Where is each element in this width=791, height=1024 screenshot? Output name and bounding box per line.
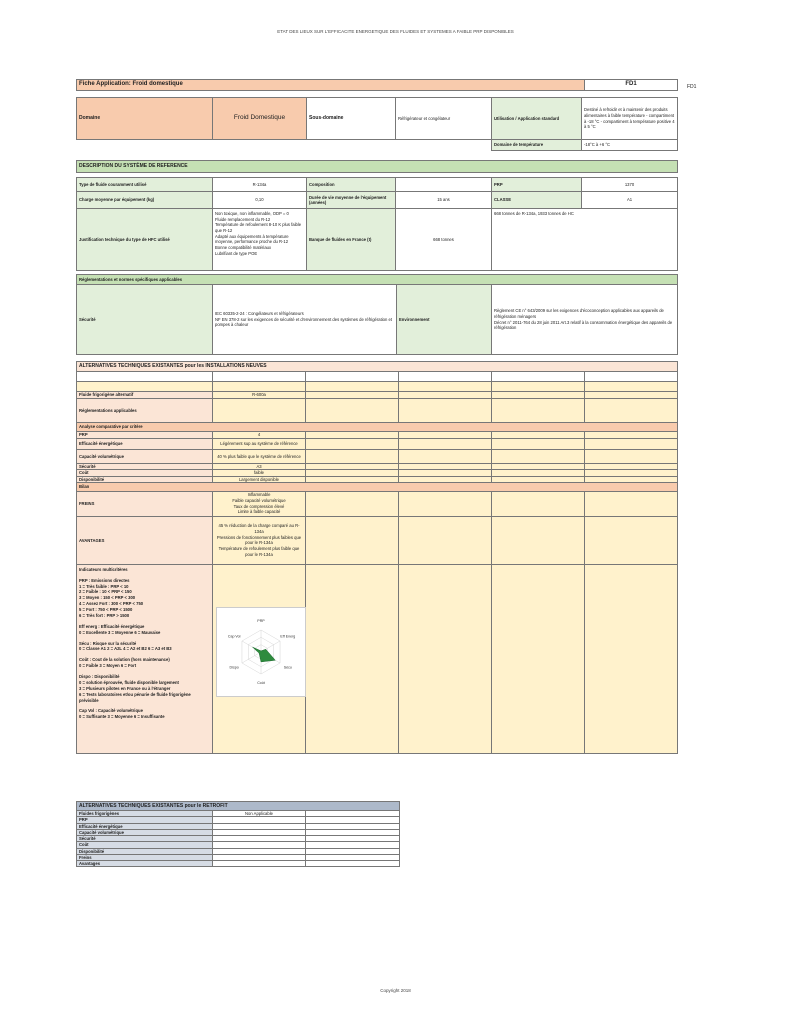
alt-sec-label: Sécurité — [77, 464, 213, 470]
justif-line: Fluide remplacement du R-12 — [215, 216, 271, 222]
domain-value: Froid Domestique — [213, 98, 307, 140]
composition-label: Composition — [307, 178, 396, 192]
alt-cout-value: faible — [213, 470, 306, 476]
alternatives-section-title: ALTERNATIVES TECHNIQUES EXISTANTES pour les INSTALLATIONS NEUVES — [77, 362, 678, 372]
justif-line: Adapté aux équipements à température moyenne, performance proche du R-12 — [215, 233, 289, 245]
subdomain-label: Sous-domaine — [307, 98, 396, 140]
usage-label: Utilisation / Application standard — [492, 98, 582, 140]
freins-label: FREINS — [77, 491, 213, 516]
retrofit-row-label: Coût — [77, 842, 213, 848]
retrofit-row-value: Non Applicable — [213, 811, 306, 817]
indicators-title: Indicateurs multicritères — [79, 566, 128, 572]
frein-line: Faible capacité volumétrique — [232, 498, 286, 504]
alternatives-table — [76, 361, 678, 754]
analysis-label: Analyse comparative par critère — [77, 423, 678, 432]
indicator-line: 0 = Suffisante 3 = Moyenne 6 = Insuffisante — [79, 714, 165, 720]
life-label: Durée de vie moyenne de l'équipement (années) — [307, 192, 396, 209]
page-footer: Copyright 2018 — [380, 988, 411, 993]
indicator-line: 1 = Très faible : PRP < 10 — [79, 583, 129, 589]
indicator-line: Eff energ : Efficacité énergétique — [79, 623, 145, 629]
justification-label: Justification technique du type de HFC utilisé — [77, 209, 213, 271]
side-code: FD1 — [687, 84, 697, 90]
temp-label: Domaine de température — [492, 140, 582, 151]
frein-line: Inflammable — [247, 492, 271, 498]
retrofit-row-label: Disponibilité — [77, 848, 213, 854]
indicator-line: 2 = Faible : 10 < PRP < 150 — [79, 589, 132, 595]
justif-line: Bonne compatibilité matériaux — [215, 245, 272, 251]
retrofit-row-label: Avantages — [77, 861, 213, 867]
frein-line: Limite à faible capacité — [237, 509, 281, 515]
indicator-line: 4 = Assez Fort : 300 < PRP < 750 — [79, 601, 144, 607]
env-value — [492, 285, 678, 355]
retrofit-row-value — [213, 861, 306, 867]
indicator-line: Coût : Cout de la solution (hors maintenance) — [79, 657, 170, 663]
classe-value: A1 — [582, 192, 678, 209]
reference-section-title: DESCRIPTION DU SYSTÈME DE REFERENCE — [77, 161, 678, 173]
regulations-section-title: Réglementations et normes spécifiques applicables — [77, 275, 678, 285]
bilan-label: Bilan — [77, 482, 678, 491]
retrofit-row-label: Efficacité énergétique — [77, 823, 213, 829]
justif-line: Température de refoulement 8-10 K plus faible que R-12 — [215, 222, 302, 234]
composition-value — [396, 178, 492, 192]
frein-line: Taux de compression élevé — [233, 503, 285, 509]
avantages-value — [213, 516, 306, 564]
page-title: Fiche Application: Froid domestique — [77, 80, 585, 91]
avantage-line: Température de refoulement plus faible que pour le R-134a — [218, 545, 300, 557]
retrofit-row-label: Sécurité — [77, 836, 213, 842]
alt-sec-value: A3 — [213, 464, 306, 470]
title-table — [76, 79, 678, 91]
justif-line: Non toxique, non inflammable, ODP = 0 — [215, 211, 289, 216]
alt-cap-label: Capacité volumétrique — [77, 450, 213, 464]
justification-value — [213, 209, 307, 271]
radar-axis-label: Sécu — [283, 665, 292, 670]
indicator-line: 3 = Moyen : 150 < PRP < 300 — [79, 595, 136, 601]
retrofit-row-label: Freins — [77, 854, 213, 860]
domain-label: Domaine — [77, 98, 213, 140]
radar-axis-label: Coût — [257, 681, 265, 685]
subdomain-value: Réfrigérateur et congélateur — [396, 98, 492, 140]
retrofit-row-label: Fluides frigorigènes — [77, 811, 213, 817]
bank-label: Banque de fluides en France (t) — [307, 209, 396, 271]
indicator-line: 6 = Tests laboratoires et/ou pénurie de fluide frigorigène prévisible — [79, 691, 191, 703]
alt-eff-value: Légèrement sup au système de référence — [213, 439, 306, 450]
alt-fluid-value: R-600a — [213, 392, 306, 399]
indicator-line: 0 = solution éprouvée, fluide disponible largement — [79, 679, 179, 685]
safety-line: IEC 60335-2-24 : Congélateurs et réfrigérateurs — [215, 310, 304, 316]
alt-prp-value: 4 — [213, 432, 306, 439]
page-header: ETAT DES LIEUX SUR L'EFFICACITE ENERGETIQUE DES FLUIDES ET SYSTEMES A FAIBLE PRP DISPONIBLES — [277, 29, 514, 34]
indicator-line: 3 = Plusieurs pilotes en France ou à l'étranger — [79, 685, 171, 691]
safety-value — [213, 285, 397, 355]
alt-eff-label: Efficacité énergétique — [77, 439, 213, 450]
alt-cout-label: Coût — [77, 470, 213, 476]
radar-axis-label: Eff Energ — [280, 634, 296, 639]
temp-value: -18°C à +6 °C — [582, 140, 678, 151]
radar-svg — [217, 608, 305, 696]
indicator-line: Sécu : Risque sur la sécurité — [79, 640, 137, 646]
retrofit-row-extra — [306, 861, 400, 867]
radar-axis-label: Cap Vol — [227, 634, 241, 639]
indicators-lines — [79, 578, 210, 721]
indicator-line: Cap Vol : Capacité volumétrique — [79, 708, 143, 714]
charge-label: Charge moyenne par équipement (kg) — [77, 192, 213, 209]
prp-label: PRP — [492, 178, 582, 192]
indicator-line: 5 = Fort : 750 < PRP < 1500 — [79, 607, 133, 612]
retrofit-row — [77, 861, 400, 867]
indicator-line: PRP : Emissions directes — [79, 577, 130, 583]
avantages-label: AVANTAGES — [77, 516, 213, 564]
page-code: FD1 — [585, 80, 678, 91]
radar-axis-label: Dispo — [229, 665, 239, 670]
alt-dispo-value: Largement disponible — [213, 476, 306, 482]
env-label: Environnement — [397, 285, 492, 355]
freins-value — [213, 491, 306, 516]
domain-table — [76, 97, 678, 151]
avantage-line: Pressions de fonctionnement plus faibles que pour le R-134a — [216, 534, 302, 546]
retrofit-table — [76, 801, 400, 867]
alt-cap-value: 40 % plus faible que le système de référence — [213, 450, 306, 464]
env-line: Décret n° 2011-764 du 28 juin 2011 Art.3 relatif à la consommation énergétique des appareils de réfrigération — [494, 319, 673, 331]
life-value: 15 ans — [396, 192, 492, 209]
indicator-line: 0 = Classe A1 2 = A2L 4 = A2 et B2 6 = A3 et B3 — [79, 646, 172, 652]
indicator-line: 0 = Faible 3 = Moyen 6 = Fort — [79, 663, 137, 669]
alt-fluid-label: Fluide frigorigène alternatif — [77, 392, 213, 399]
indicator-line: 6 = Très fort : PRP > 1500 — [79, 612, 130, 618]
fluid-value: R-134a — [213, 178, 307, 192]
radar-axis-label: PRP — [257, 619, 265, 623]
env-line: Règlement CE n° 643/2009 sur les exigences d'écoconception applicables aux appareils de réfrigération ménagers — [494, 308, 664, 319]
alt-dispo-label: Disponibilité — [77, 476, 213, 482]
reference-table — [76, 160, 678, 271]
classe-label: CLASSE — [492, 192, 582, 209]
usage-value: Destiné à refroidir et à maintenir des produits alimentaires à faible température - compartiment à -18 °C - compartiment à température positive 4 à 5 °C — [582, 98, 678, 140]
alt-prp-label: PRP — [77, 432, 213, 439]
fluid-label: Type de fluide couramment utilisé — [77, 178, 213, 192]
radar-chart — [216, 607, 306, 697]
indicator-line: 0 = Excellente 3 = Moyenne 6 = Mauvaise — [79, 629, 161, 635]
safety-line: NF EN 378-2 sur les exigences de sécurité et d'environnement des systèmes de réfrigération et pompes à chaleur — [215, 316, 392, 328]
charge-value: 0,10 — [213, 192, 307, 209]
justif-line: Lubrifiant de type POE — [215, 250, 258, 256]
retrofit-row-label: PRP — [77, 817, 213, 823]
indicators-legend — [77, 564, 213, 753]
alt-reg-label: Réglementations applicables — [77, 399, 213, 423]
bank-note: 668 tonnes de R-134a, 1933 tonnes de HC — [492, 209, 678, 271]
avantage-line: 45 % réduction de la charge comparé au R-134a — [218, 523, 300, 534]
safety-label: Sécurité — [77, 285, 213, 355]
regulations-table — [76, 274, 678, 355]
retrofit-section-title: ALTERNATIVES TECHNIQUES EXISTANTES pour le RETROFIT — [77, 802, 400, 811]
prp-value: 1370 — [582, 178, 678, 192]
retrofit-row-label: Capacité volumétrique — [77, 829, 213, 835]
indicator-line: Dispo : Disponibilité — [79, 674, 120, 679]
radar-series — [252, 647, 275, 662]
bank-value: 668 tonnes — [396, 209, 492, 271]
